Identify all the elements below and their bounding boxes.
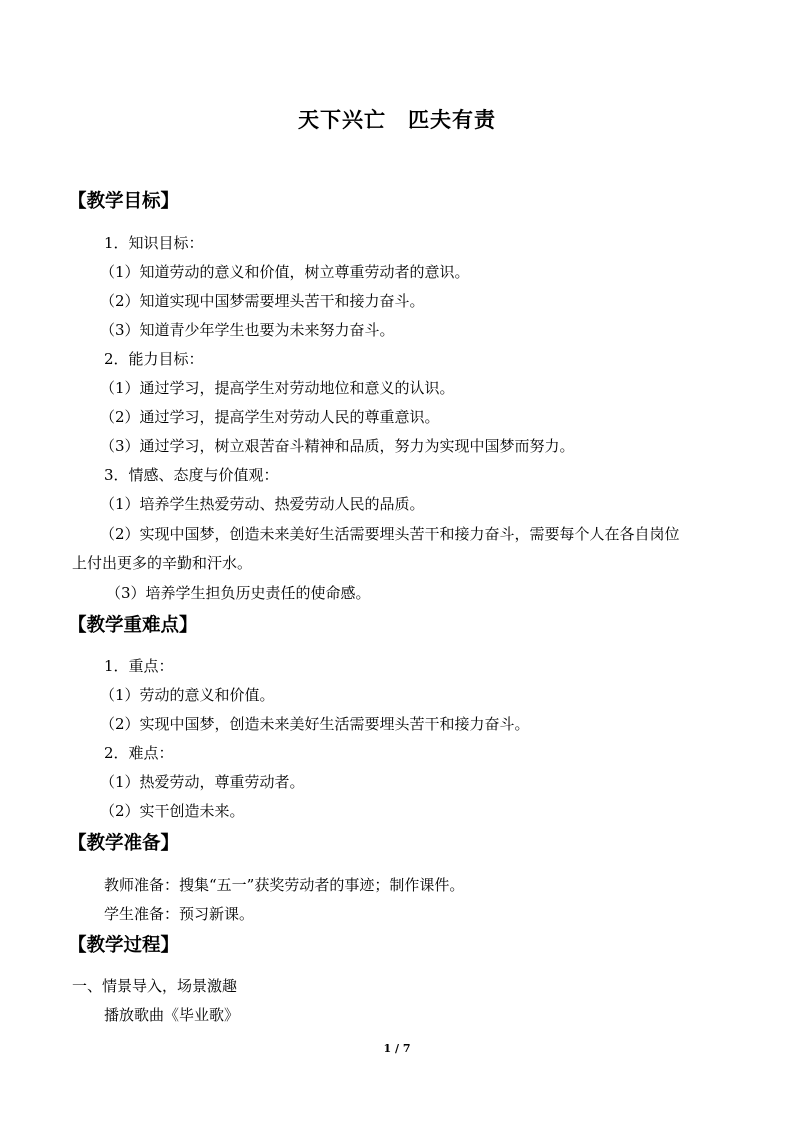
knowledge-goal-label: 1．知识目标：	[104, 234, 204, 252]
ability-goal-item-2: （2）通过学习，提高学生对劳动人民的尊重意识。	[100, 408, 440, 426]
knowledge-goal-item-3: （3）知道青少年学生也要为未来努力奋斗。	[100, 321, 395, 339]
knowledge-goal-item-2: （2）知道实现中国梦需要埋头苦干和接力奋斗。	[100, 292, 425, 310]
process-step-1-title: 一、情景导入，场景激趣	[72, 977, 238, 995]
process-step-1-text: 播放歌曲《毕业歌》	[104, 1006, 240, 1024]
difficult-point-item-2: （2）实干创造未来。	[100, 802, 245, 820]
emotion-goal-item-3: （3）培养学生担负历史责任的使命感。	[106, 584, 371, 602]
difficult-point-label: 2．难点：	[104, 744, 174, 762]
emotion-goal-item-2: （2）实现中国梦，创造未来美好生活需要埋头苦干和接力奋斗，需要每个人在各自岗位	[100, 525, 680, 543]
key-point-item-1: （1）劳动的意义和价值。	[100, 686, 275, 704]
difficult-point-item-1: （1）热爱劳动，尊重劳动者。	[100, 773, 305, 791]
document-title: 天下兴亡 匹夫有责	[298, 107, 496, 132]
teacher-preparation: 教师准备：搜集“五一”获奖劳动者的事迹；制作课件。	[104, 876, 465, 894]
key-point-label: 1．重点：	[104, 657, 174, 675]
ability-goal-item-1: （1）通过学习，提高学生对劳动地位和意义的认识。	[100, 379, 455, 397]
page-number: 1 / 7	[383, 1042, 411, 1055]
section-heading-process: 【教学过程】	[68, 935, 180, 956]
key-point-item-2: （2）实现中国梦，创造未来美好生活需要埋头苦干和接力奋斗。	[100, 715, 530, 733]
emotion-goal-item-2-continued: 上付出更多的辛勤和汗水。	[72, 554, 253, 572]
section-heading-preparation: 【教学准备】	[68, 833, 180, 854]
emotion-goal-label: 3．情感、态度与价值观：	[104, 466, 279, 484]
section-heading-key-points: 【教学重难点】	[68, 615, 198, 636]
emotion-goal-item-1: （1）培养学生热爱劳动、热爱劳动人民的品质。	[100, 495, 425, 513]
student-preparation: 学生准备：预习新课。	[104, 905, 255, 923]
ability-goal-label: 2．能力目标：	[104, 350, 204, 368]
ability-goal-item-3: （3）通过学习，树立艰苦奋斗精神和品质，努力为实现中国梦而努力。	[100, 437, 575, 455]
knowledge-goal-item-1: （1）知道劳动的意义和价值，树立尊重劳动者的意识。	[100, 263, 470, 281]
section-heading-objectives: 【教学目标】	[68, 191, 180, 212]
